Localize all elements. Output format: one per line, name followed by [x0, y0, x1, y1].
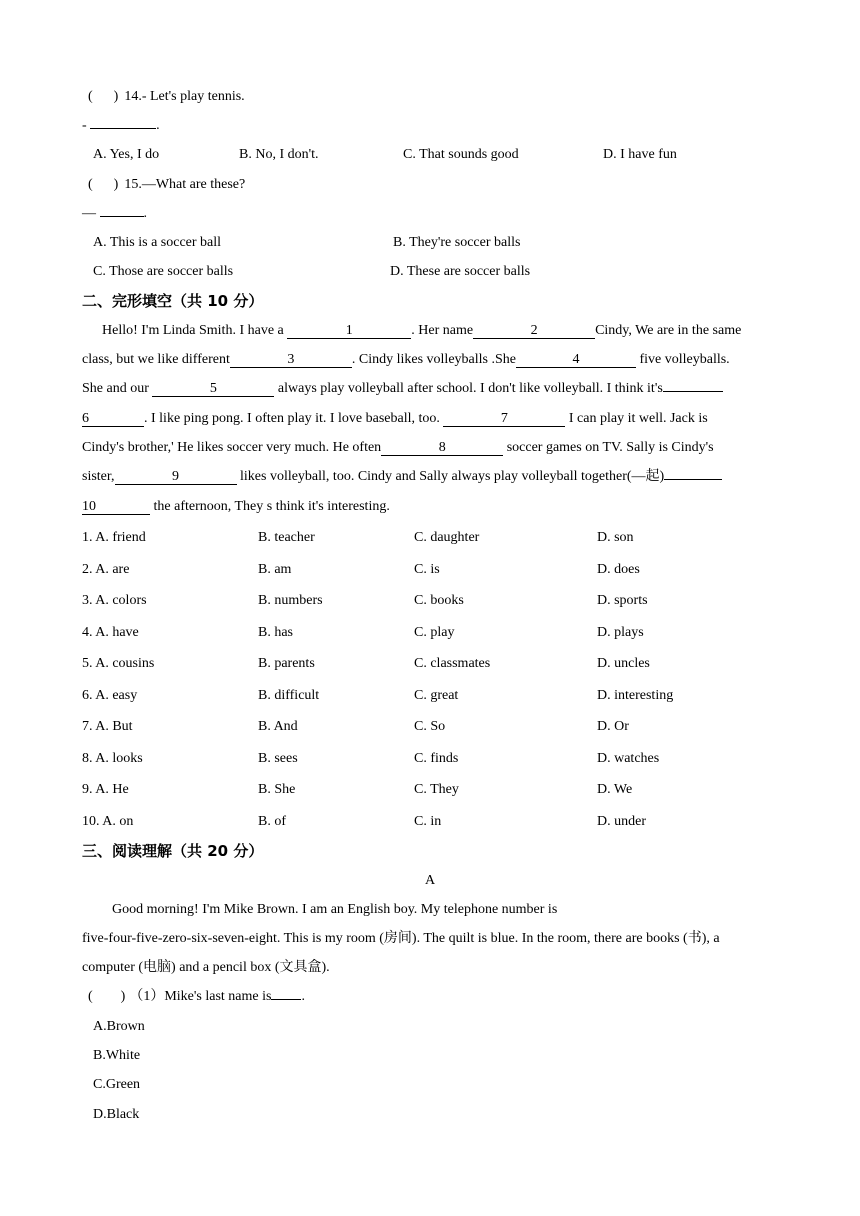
cloze-option-a[interactable]: 3. A. colors [82, 593, 147, 608]
question-14 [88, 88, 245, 106]
cloze-question-row [0, 529, 800, 547]
cloze-option-c[interactable]: C. finds [414, 750, 459, 766]
cloze-option-d[interactable]: D. uncles [597, 656, 650, 671]
cloze-blank-6-start[interactable] [663, 391, 723, 392]
cloze-question-row [0, 561, 800, 579]
answer-blank[interactable] [90, 128, 156, 129]
cloze-question-row [0, 781, 800, 799]
option-b[interactable]: B. They're soccer balls [393, 235, 521, 250]
cloze-option-a[interactable]: 8. A. looks [82, 750, 143, 766]
reading-line-1: Good morning! I'm Mike Brown. I am an English boy. My telephone number is [112, 902, 558, 917]
cloze-option-d[interactable]: D. We [597, 782, 633, 797]
passage-line-6: sister, 9 likes volleyball, too. Cindy and Sally always play volleyball together(—起) [82, 468, 722, 486]
question-stem: 14.- Let's play tennis. [124, 89, 245, 104]
cloze-option-d[interactable]: D. plays [597, 624, 644, 640]
cloze-option-b[interactable]: B. numbers [258, 593, 323, 608]
cloze-blank-2[interactable]: 2 [473, 323, 595, 339]
reading-question-1: ( ) （1）Mike's last name is . [88, 989, 305, 1004]
cloze-question-row [0, 718, 800, 736]
reading-option-b[interactable]: B.White [93, 1048, 141, 1063]
answer-line-15: — . [82, 206, 147, 221]
cloze-blank-10-start[interactable] [664, 479, 722, 480]
answer-line-14: - . [82, 118, 160, 133]
options-14 [93, 146, 793, 164]
cloze-blank-9[interactable]: 9 [115, 469, 237, 485]
reading-option-a[interactable]: A.Brown [93, 1019, 145, 1034]
option-c[interactable]: C. Those are soccer balls [93, 264, 234, 279]
cloze-option-b[interactable]: B. teacher [258, 530, 315, 545]
cloze-option-c[interactable]: C. play [414, 624, 455, 640]
option-d[interactable]: D. These are soccer balls [390, 264, 531, 279]
cloze-question-row [0, 813, 800, 831]
cloze-option-c[interactable]: C. daughter [414, 530, 480, 545]
cloze-option-d[interactable]: D. Or [597, 719, 629, 734]
cloze-blank-7[interactable]: 7 [443, 411, 565, 427]
option-c[interactable]: C. That sounds good [403, 147, 519, 162]
cloze-blank-1[interactable]: 1 [287, 323, 411, 339]
cloze-question-row [0, 750, 800, 768]
cloze-question-row [0, 624, 800, 642]
cloze-option-b[interactable]: B. And [258, 719, 298, 734]
passage-line-5: Cindy's brother,' He likes soccer very much. He often 8 soccer games on TV. Sally is Cindy's [82, 440, 714, 455]
cloze-option-b[interactable]: B. has [258, 624, 293, 640]
section-2-title: 二、完形填空（共 10 分） [82, 292, 264, 310]
cloze-option-d[interactable]: D. under [597, 813, 646, 829]
cloze-blank-6[interactable]: 6 [82, 411, 144, 427]
cloze-option-d[interactable]: D. interesting [597, 687, 674, 703]
passage-line-7: 10 the afternoon, They s think it's interesting. [82, 499, 390, 514]
cloze-blank-4[interactable]: 4 [516, 352, 636, 368]
cloze-question-row [0, 687, 800, 705]
cloze-option-b[interactable]: B. difficult [258, 687, 320, 703]
reading-line-2: five-four-five-zero-six-seven-eight. This is my room (房间). The quilt is blue. In the room, there are books (书), a [82, 931, 720, 946]
option-a[interactable]: A. Yes, I do [93, 147, 160, 162]
option-b[interactable]: B. No, I don't. [239, 147, 319, 162]
passage-line-2: class, but we like different 3 . Cindy likes volleyballs .She 4 five volleyballs. [82, 352, 730, 367]
cloze-option-d[interactable]: D. sports [597, 593, 648, 608]
option-a[interactable]: A. This is a soccer ball [93, 235, 222, 250]
question-15 [88, 176, 245, 194]
cloze-blank-3[interactable]: 3 [230, 352, 352, 368]
cloze-option-b[interactable]: B. She [258, 782, 296, 797]
cloze-option-c[interactable]: C. in [414, 813, 442, 829]
options-15-row1 [93, 234, 793, 252]
section-3-title: 三、阅读理解（共 20 分） [82, 842, 264, 860]
cloze-option-d[interactable]: D. son [597, 530, 634, 545]
question-stem: 15.—What are these? [124, 177, 246, 192]
cloze-blank-8[interactable]: 8 [381, 440, 503, 456]
reading-line-3: computer (电脑) and a pencil box (文具盒). [82, 960, 330, 975]
cloze-option-c[interactable]: C. So [414, 719, 446, 734]
cloze-option-b[interactable]: B. am [258, 561, 292, 577]
cloze-option-c[interactable]: C. books [414, 593, 464, 608]
reading-option-d[interactable]: D.Black [93, 1107, 140, 1122]
answer-paren: ( ) [88, 177, 119, 192]
cloze-option-a[interactable]: 1. A. friend [82, 530, 146, 545]
cloze-option-c[interactable]: C. great [414, 687, 459, 703]
passage-line-1: Hello! I'm Linda Smith. I have a 1 . Her name 2 Cindy, We are in the same [102, 323, 742, 338]
passage-line-4: 6 . I like ping pong. I often play it. I love baseball, too. 7 I can play it well. Jack is [82, 411, 708, 426]
option-d[interactable]: D. I have fun [603, 147, 677, 162]
cloze-option-a[interactable]: 6. A. easy [82, 687, 138, 703]
cloze-option-c[interactable]: C. is [414, 561, 440, 577]
cloze-question-row [0, 592, 800, 610]
cloze-option-b[interactable]: B. sees [258, 750, 298, 766]
cloze-option-c[interactable]: C. They [414, 782, 459, 797]
cloze-blank-10[interactable]: 10 [82, 499, 150, 515]
answer-paren: ( ) [88, 989, 126, 1004]
cloze-option-a[interactable]: 4. A. have [82, 624, 139, 640]
cloze-option-a[interactable]: 10. A. on [82, 813, 134, 829]
cloze-option-b[interactable]: B. parents [258, 656, 315, 671]
cloze-option-b[interactable]: B. of [258, 813, 286, 829]
cloze-option-a[interactable]: 2. A. are [82, 561, 130, 577]
answer-blank[interactable] [100, 216, 144, 217]
cloze-option-d[interactable]: D. watches [597, 750, 660, 766]
cloze-option-a[interactable]: 7. A. But [82, 719, 133, 734]
options-15-row2 [93, 263, 793, 281]
question-stem: （1）Mike's last name is [129, 989, 272, 1004]
passage-line-3: She and our 5 always play volleyball after school. I don't like volleyball. I think it's [82, 380, 723, 398]
reading-option-c[interactable]: C.Green [93, 1077, 141, 1092]
answer-blank[interactable] [271, 999, 301, 1000]
cloze-blank-5[interactable]: 5 [152, 381, 274, 397]
cloze-option-c[interactable]: C. classmates [414, 656, 491, 671]
cloze-option-a[interactable]: 9. A. He [82, 782, 129, 797]
cloze-question-row [0, 655, 800, 673]
passage-label-a: A [425, 873, 436, 888]
cloze-option-d[interactable]: D. does [597, 561, 640, 577]
cloze-option-a[interactable]: 5. A. cousins [82, 656, 155, 671]
answer-paren: ( ) [88, 89, 119, 104]
